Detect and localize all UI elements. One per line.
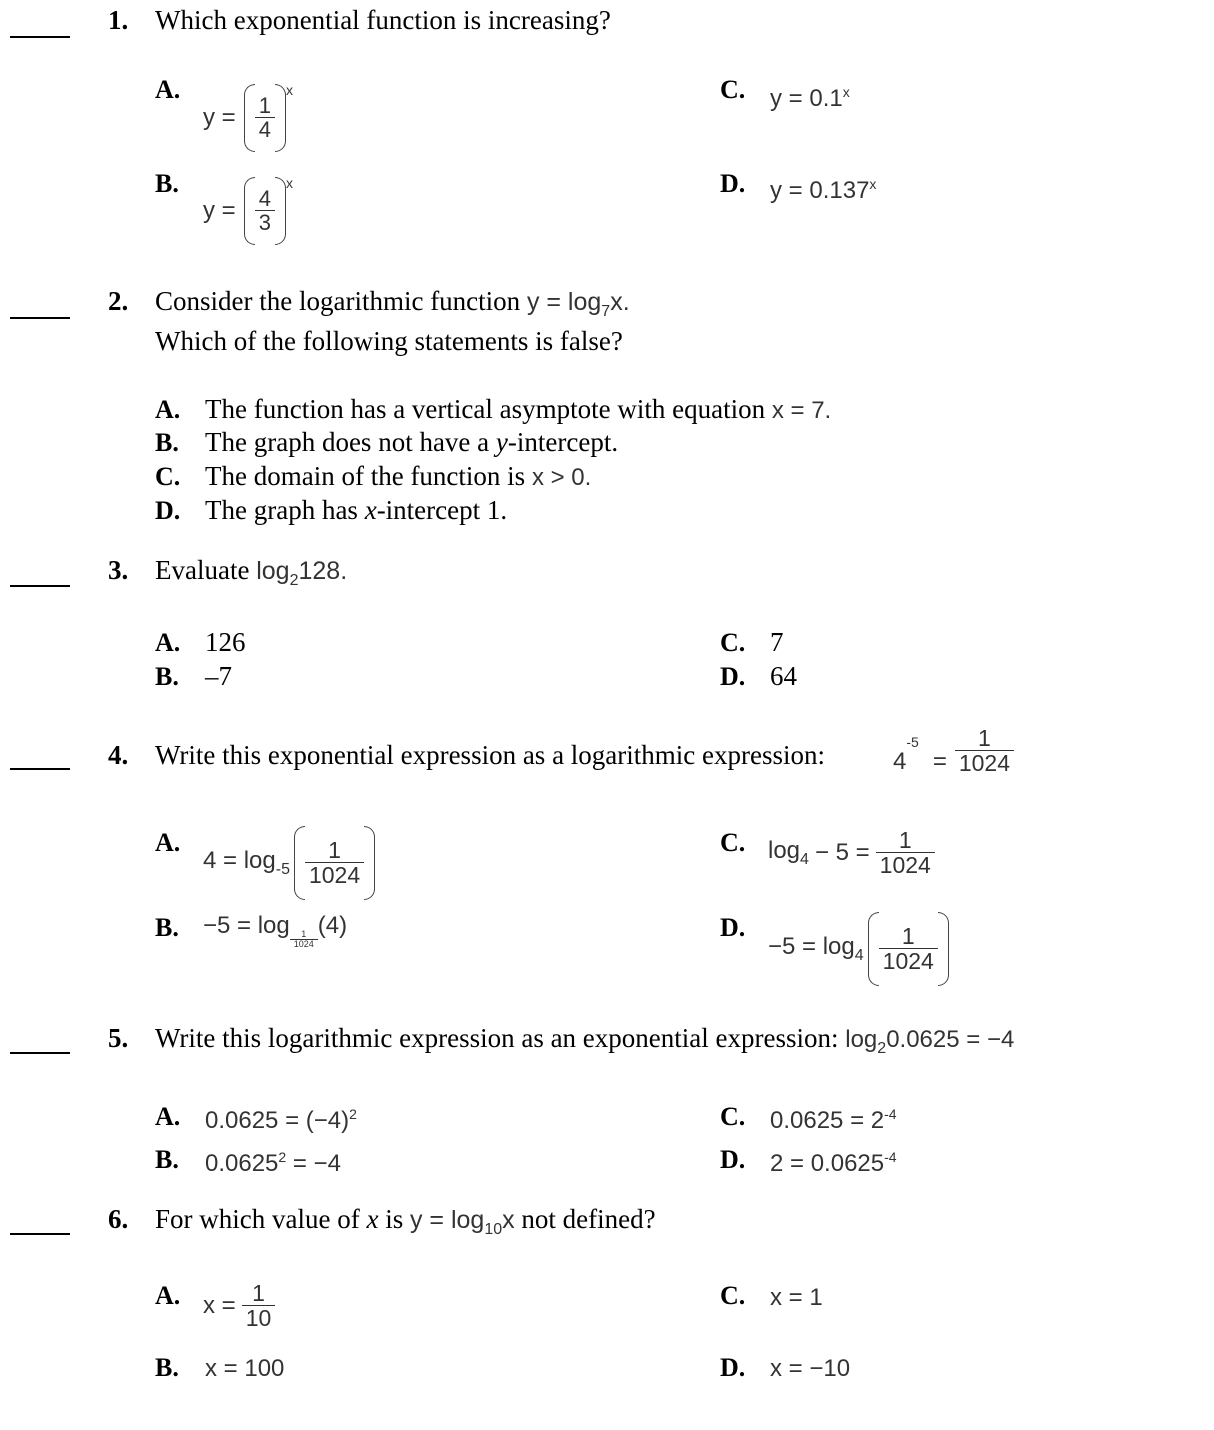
option-var: y <box>495 427 508 457</box>
func-arg: x <box>502 1206 515 1234</box>
option-label: D. <box>155 496 181 525</box>
func-expr: y = log <box>409 1206 485 1234</box>
frac-num: 1 <box>301 929 307 939</box>
option-lhs: x = <box>203 1292 236 1320</box>
option-expr: 0.0625 = (−4) <box>205 1107 350 1134</box>
question-number: 3. <box>108 555 129 585</box>
option-label: A. <box>155 395 181 424</box>
option-expr: y = 0.137 <box>770 177 870 204</box>
exponent: -5 <box>906 734 919 750</box>
func-expr: y = log <box>526 288 602 316</box>
option-label: A. <box>155 828 181 857</box>
option-label: C. <box>155 462 181 491</box>
question-var: x <box>366 1204 379 1234</box>
option-c[interactable]: 7 <box>770 627 784 657</box>
log-base: 4 <box>800 851 809 869</box>
option-label: B. <box>155 913 179 942</box>
question-text-a: For which value of <box>155 1204 360 1234</box>
frac-den: 1024 <box>305 862 364 888</box>
question-expression <box>893 726 1014 776</box>
option-lhs: y = <box>203 104 236 131</box>
equals: = <box>932 748 947 776</box>
exponent: 2 <box>278 1149 287 1165</box>
question-number: 4. <box>108 740 129 770</box>
option-label: C. <box>720 75 746 104</box>
option-a[interactable] <box>203 84 293 152</box>
log-word: log <box>256 557 290 585</box>
question-number: 6. <box>108 1204 129 1234</box>
exponent: x <box>869 176 877 192</box>
option-d[interactable] <box>770 176 876 205</box>
option-d[interactable] <box>205 495 507 526</box>
question-text-pre: Consider the logarithmic function <box>155 286 521 316</box>
frac-den: 1024 <box>876 852 935 878</box>
answer-blank-3[interactable] <box>10 585 70 587</box>
option-label: D. <box>720 913 746 942</box>
option-label: A. <box>155 75 181 104</box>
exponent: x <box>842 84 850 100</box>
option-b[interactable]: –7 <box>205 661 232 691</box>
option-a[interactable]: 126 <box>205 627 246 657</box>
option-c[interactable] <box>205 461 591 492</box>
option-text: The graph has <box>205 495 358 525</box>
frac-den: 3 <box>255 210 275 235</box>
log-arg: 128. <box>298 557 348 585</box>
option-d[interactable] <box>770 1149 897 1178</box>
answer-blank-4[interactable] <box>10 768 70 770</box>
option-expr: = −4 <box>286 1150 341 1177</box>
option-label: B. <box>155 1353 179 1382</box>
option-label: B. <box>155 428 179 457</box>
option-expr: 0.0625 <box>205 1150 279 1177</box>
answer-blank-6[interactable] <box>10 1233 70 1235</box>
option-label: A. <box>155 1281 181 1310</box>
option-label: C. <box>720 1102 746 1131</box>
option-c[interactable] <box>770 84 850 113</box>
option-expr: 0.0625 = 2 <box>770 1107 885 1134</box>
option-c[interactable] <box>770 1106 897 1135</box>
option-a[interactable] <box>205 394 831 425</box>
option-label: C. <box>720 628 746 657</box>
frac-num: 1 <box>978 725 991 751</box>
question-number: 1. <box>108 5 129 35</box>
question-number: 5. <box>108 1023 129 1053</box>
log-base: -5 <box>275 860 290 878</box>
frac-num: 1 <box>252 1280 265 1306</box>
question-text <box>155 1023 1014 1058</box>
question-text <box>155 286 630 321</box>
exponent: x <box>285 82 293 98</box>
answer-blank-2[interactable] <box>10 317 70 319</box>
option-label: A. <box>155 1102 181 1131</box>
option-label: C. <box>720 828 746 857</box>
frac-num: 1 <box>901 922 915 949</box>
option-label: B. <box>155 169 179 198</box>
question-text-2: Which of the following statements is false? <box>155 326 623 356</box>
option-c[interactable]: x = 1 <box>770 1284 823 1311</box>
option-label: D. <box>720 1353 746 1382</box>
func-arg: x. <box>610 288 630 316</box>
option-a[interactable] <box>203 826 375 900</box>
answer-blank-5[interactable] <box>10 1052 70 1054</box>
option-lhs: 4 = log <box>203 847 276 875</box>
option-text: -intercept. <box>507 427 619 457</box>
option-label: B. <box>155 1145 179 1174</box>
log-base: 7 <box>601 303 611 320</box>
exponent: x <box>285 175 293 191</box>
option-expr: 2 = 0.0625 <box>770 1150 885 1177</box>
log-base: 10 <box>484 1221 503 1238</box>
option-text: -intercept 1. <box>376 495 508 525</box>
exponent: 2 <box>349 1106 357 1122</box>
question-text-c: not defined? <box>521 1204 656 1234</box>
frac-den: 4 <box>255 117 275 142</box>
frac-den: 1024 <box>879 948 938 974</box>
question-text-main: Evaluate <box>155 555 250 585</box>
option-b[interactable] <box>205 1149 341 1178</box>
exponent: -4 <box>884 1106 897 1122</box>
frac-den: 1024 <box>290 939 318 950</box>
option-a[interactable] <box>203 1281 275 1331</box>
option-label: A. <box>155 628 181 657</box>
question-text <box>155 555 347 590</box>
option-b[interactable]: x = 100 <box>205 1355 285 1382</box>
expr-base: 4 <box>893 748 907 776</box>
option-d[interactable]: x = −10 <box>770 1355 851 1382</box>
log-word: log <box>845 1026 878 1053</box>
option-lhs: −5 = log <box>203 912 290 939</box>
log-rest: 0.0625 = −4 <box>886 1026 1015 1053</box>
option-label: D. <box>720 1145 746 1174</box>
question-text: Write this exponential expression as a logarithmic expression: <box>155 740 825 770</box>
frac-num: 4 <box>258 185 271 211</box>
question-text <box>155 1204 656 1239</box>
frac-den: 1024 <box>955 750 1014 776</box>
option-b[interactable] <box>203 177 293 245</box>
option-math: x > 0. <box>531 464 592 491</box>
log-arg: (4) <box>317 912 348 939</box>
option-label: C. <box>720 1281 746 1310</box>
option-label: D. <box>720 662 746 691</box>
option-label: B. <box>155 662 179 691</box>
question-text-main: Write this logarithmic expression as an exponential expression: <box>155 1023 839 1053</box>
option-text: The function has a vertical asymptote with equation <box>205 394 766 424</box>
option-text: The domain of the function is <box>205 461 526 491</box>
option-d[interactable]: 64 <box>770 661 797 691</box>
option-var: x <box>364 495 377 525</box>
option-lhs: log <box>768 837 801 865</box>
log-base: 2 <box>289 572 299 589</box>
exponent: -4 <box>884 1149 897 1165</box>
log-base: 4 <box>854 946 864 964</box>
option-b[interactable] <box>205 427 618 458</box>
question-text: Which exponential function is increasing? <box>155 5 611 35</box>
option-text: The graph does not have a <box>205 427 490 457</box>
option-mid: − 5 = <box>814 839 870 867</box>
frac-num: 1 <box>898 827 912 853</box>
option-label: D. <box>720 169 746 198</box>
frac-num: 1 <box>328 836 341 863</box>
option-a[interactable] <box>205 1106 357 1135</box>
answer-blank-1[interactable] <box>10 36 70 38</box>
option-math: x = 7. <box>771 397 832 424</box>
option-c[interactable] <box>768 828 935 878</box>
option-lhs: −5 = log <box>768 933 855 961</box>
frac-den: 10 <box>242 1305 276 1331</box>
option-d[interactable] <box>768 912 949 986</box>
option-b[interactable] <box>203 912 347 950</box>
option-lhs: y = <box>203 197 236 224</box>
option-expr: y = 0.1 <box>770 85 843 112</box>
frac-num: 1 <box>258 92 271 118</box>
question-text-b: is <box>385 1204 404 1234</box>
log-base: 2 <box>877 1039 887 1057</box>
question-number: 2. <box>108 286 129 316</box>
